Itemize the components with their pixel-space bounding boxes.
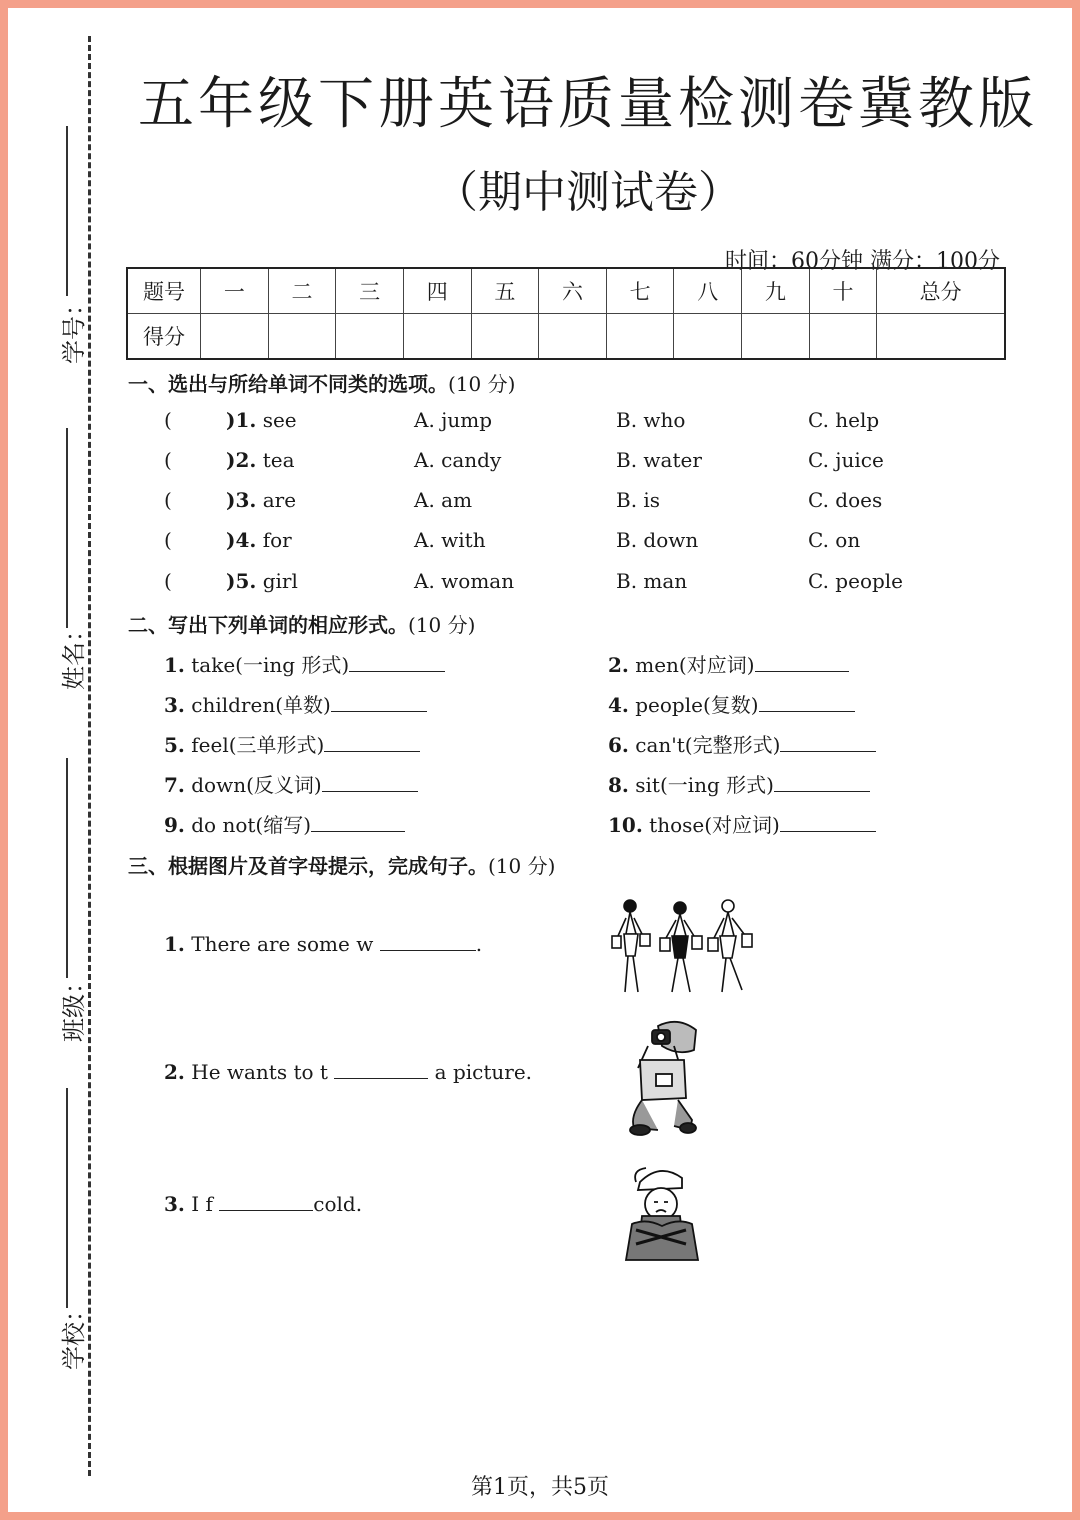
question-number: 7. [164,773,185,797]
section2-question [608,649,849,678]
option-b: B. who [616,408,686,432]
section3-title: 三、根据图片及首字母提示，完成句子。 [128,854,488,878]
score-input-cell[interactable] [877,314,1005,360]
section2-question [164,809,405,838]
score-table-header-row [127,268,1005,314]
option-a: A. woman [414,569,515,593]
score-input-cell[interactable] [471,314,539,360]
margin-label-name: 姓名： [60,618,88,690]
question-text: those(对应词) [649,813,780,837]
answer-paren[interactable]: ( [164,408,172,432]
boy-camera-illustration [618,1016,708,1138]
option-c: C. help [808,408,880,432]
sentence-end: . [475,932,483,956]
section3-question [164,1060,532,1084]
sentence-start: He wants to t [191,1060,328,1084]
section3-heading [128,850,555,879]
section2-question [164,769,418,798]
answer-paren[interactable]: ( [164,488,172,512]
question-number: 5. [164,733,185,757]
score-input-cell[interactable] [403,314,471,360]
question-number: 3. [164,1192,185,1216]
question-word: see [262,408,297,432]
score-cell: 六 [539,268,607,314]
answer-blank[interactable] [759,693,855,712]
score-cell: 十 [809,268,877,314]
answer-blank[interactable] [334,1060,428,1079]
question-text: feel(三单形式) [191,733,325,757]
question-word: are [262,488,297,512]
page-subtitle: （期中测试卷） [434,167,742,218]
exam-meta: 时间：60分钟 满分：100分 [725,249,1000,274]
question-text: sit(一ing 形式) [635,773,774,797]
answer-paren[interactable]: ( [164,569,172,593]
score-cell: 九 [742,268,810,314]
page-number: 第1页，共5页 [471,1475,609,1500]
score-input-cell[interactable] [606,314,674,360]
score-table [126,267,1006,360]
section2-title: 二、写出下列单词的相应形式。 [128,613,408,637]
question-number: 2. [608,653,629,677]
answer-blank[interactable] [322,773,418,792]
score-input-cell[interactable] [336,314,404,360]
option-a: A. with [414,528,486,552]
question-text: take(一ing 形式) [191,653,350,677]
question-number: 8. [608,773,629,797]
score-table-score-row [127,314,1005,360]
margin-label-student-id: 学号： [60,292,88,364]
sentence-start: I f [191,1192,213,1216]
question-number: 6. [608,733,629,757]
answer-blank[interactable] [780,733,876,752]
option-b: B. man [616,569,688,593]
score-input-cell[interactable] [674,314,742,360]
section2-question [164,649,445,678]
question-number: )1. [226,408,257,432]
sentence-end: cold. [313,1192,363,1216]
question-text: do not(缩写) [191,813,312,837]
question-word: for [262,528,292,552]
question-number: 3. [164,693,185,717]
option-c: C. juice [808,448,884,472]
question-number: 2. [164,1060,185,1084]
question-number: 9. [164,813,185,837]
question-text: men(对应词) [635,653,755,677]
section3-question [164,932,482,956]
sentence-start: There are some w [191,932,374,956]
option-c: C. people [808,569,904,593]
question-word: tea [262,448,295,472]
margin-label-school: 学校： [60,1298,88,1370]
question-number: )5. [226,569,257,593]
section2-question [608,809,876,838]
score-cell: 八 [674,268,742,314]
question-number: 4. [608,693,629,717]
question-text: children(单数) [191,693,331,717]
answer-blank[interactable] [774,773,870,792]
score-input-cell[interactable] [742,314,810,360]
section1-points: (10 分) [448,372,516,396]
question-word: girl [262,569,298,593]
option-c: C. on [808,528,861,552]
score-input-cell[interactable] [201,314,269,360]
question-number: 1. [164,653,185,677]
question-number: )4. [226,528,257,552]
answer-blank[interactable] [324,733,420,752]
option-c: C. does [808,488,883,512]
cold-child-illustration [616,1160,708,1264]
margin-label-class: 班级： [60,970,88,1042]
option-b: B. is [616,488,661,512]
score-input-cell[interactable] [809,314,877,360]
option-a: A. jump [414,408,493,432]
score-input-cell[interactable] [539,314,607,360]
score-cell: 一 [201,268,269,314]
sentence-end: a picture. [434,1060,533,1084]
section1-title: 一、选出与所给单词不同类的选项。 [128,372,448,396]
score-cell: 题号 [127,268,201,314]
score-cell: 七 [606,268,674,314]
section3-question [164,1192,362,1216]
score-cell: 三 [336,268,404,314]
score-cell: 二 [268,268,336,314]
answer-blank[interactable] [349,653,445,672]
question-text: down(反义词) [191,773,322,797]
option-b: B. down [616,528,699,552]
answer-paren[interactable]: ( [164,448,172,472]
question-number: )2. [226,448,257,472]
score-cell: 四 [403,268,471,314]
question-text: people(复数) [635,693,759,717]
section2-question [608,769,870,798]
answer-paren[interactable]: ( [164,528,172,552]
exam-sheet [8,8,1072,1512]
section2-question [164,729,420,758]
answer-blank[interactable] [331,693,427,712]
question-text: can't(完整形式) [635,733,781,757]
answer-blank[interactable] [219,1192,313,1211]
option-a: A. am [414,488,473,512]
answer-blank[interactable] [755,653,849,672]
section2-points: (10 分) [408,613,476,637]
option-b: B. water [616,448,702,472]
section2-heading [128,609,475,638]
women-shopping-illustration [608,894,758,1000]
section2-question [608,729,876,758]
question-number: 1. [164,932,185,956]
section3-points: (10 分) [488,854,556,878]
answer-blank[interactable] [780,813,876,832]
answer-blank[interactable] [380,932,476,951]
section2-question [164,689,427,718]
margin-field-school [28,1088,88,1378]
question-number: 10. [608,813,643,837]
score-cell: 五 [471,268,539,314]
binding-dashed-line [88,36,91,1476]
score-cell: 总分 [877,268,1005,314]
page-title: 五年级下册英语质量检测卷冀教版 [138,72,1038,137]
margin-field-student-id [28,126,88,366]
question-number: )3. [226,488,257,512]
section2-question [608,689,855,718]
section1-heading [128,368,515,397]
margin-field-name [28,428,88,698]
margin-field-class [28,758,88,1048]
option-a: A. candy [414,448,502,472]
score-input-cell[interactable] [268,314,336,360]
answer-blank[interactable] [311,813,405,832]
score-row-label: 得分 [127,314,201,360]
